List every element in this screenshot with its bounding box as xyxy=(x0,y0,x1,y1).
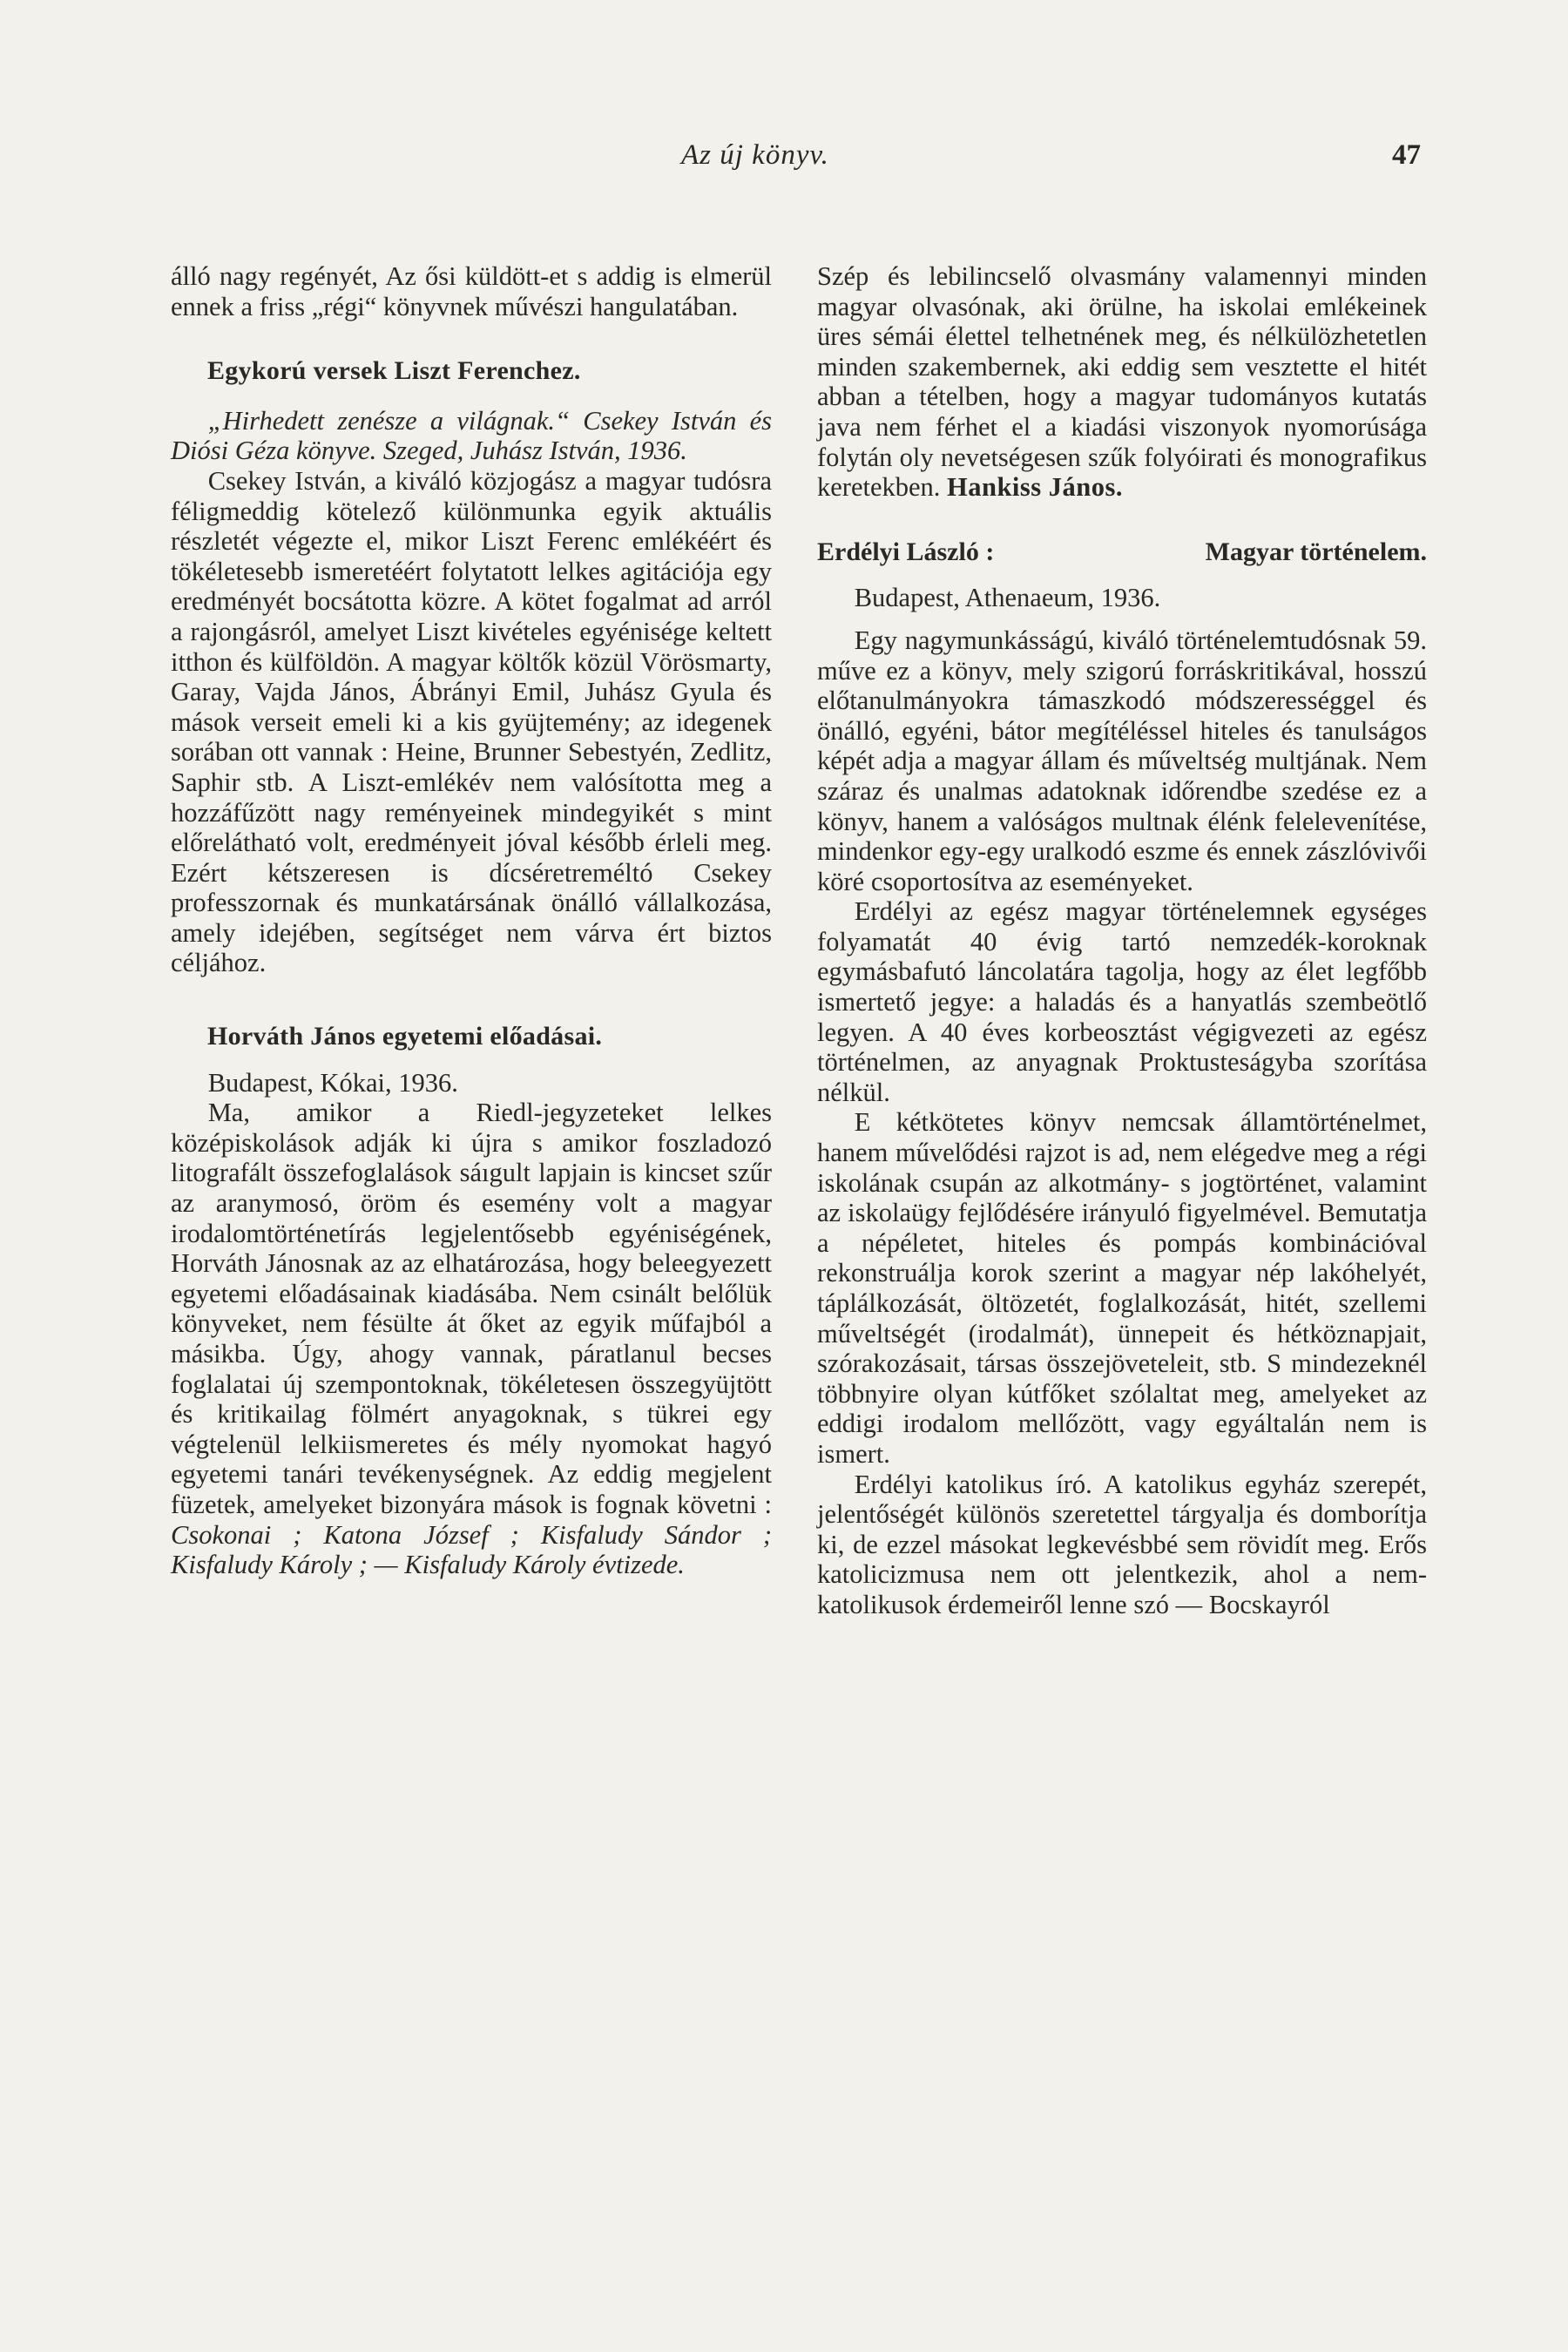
review-heading-erdelyi xyxy=(817,537,1427,568)
reviewer-signature: Hankiss János. xyxy=(947,472,1123,503)
review-body-horvath-text: Ma, amikor a Riedl-jegyzeteket lelkes középiskolások adják ki újra s amikor foszladozó litografált összefoglalások sáıgult lapjain is kincset szűr az aranymosó, öröm és esemény volt a magyar irodalomtörténetírás legjelentősebb egyéniségének, Horváth Jánosnak az az elhatározása, hogy beleegyezett egyetemi előadásainak kiadásába. Nem csinált belőlük könyveket, nem fésülte át őket az egyik műfajból a másikba. Úgy, ahogy vannak, páratlanul becses foglalatai új szempontoknak, tökéletesen összegyüjtött és kritikailag fölmért anyagoknak, s tükrei egy végtelenül lelkiismeretes és mély nyomokat hagyó egyetemi tanári tevékenységnek. Az eddig megjelent füzetek, amelyeket bizonyára mások is fognak követni : xyxy=(171,1098,772,1519)
review-body-liszt: Csekey István, a kiváló közjogász a magyar tudósra féligmeddig kötelező különmunka egyik aktuális részletét végezte el, mikor Liszt Ferenc emlékéért és tökéletesebb ismeretéért folytatott lelkes agitációja egy eredményét bocsátotta közre. A kötet fogalmat ad arról a rajongásról, amelyet Liszt kivételes egyénisége keltett itthon és külföldön. A magyar költők közül Vörösmarty, Garay, Vajda János, Ábrányi Emil, Juhász Gyula és mások verseit emeli ki a kis gyüjtemény; az idegenek sorában ott vannak : Heine, Brunner Sebestyén, Zedlitz, Saphir stb. A Liszt-emlékév nem valósította meg a hozzáfűzött nagy reményeinek mindegyikét s mint előrelátható volt, eredményeit jóval később érleli meg. Ezért kétszeresen is dícséretreméltó Csekey professzornak és munkatársának önálló vállalkozása, amely idejében, segítséget nem várva ért biztos céljához. xyxy=(171,465,772,978)
right-column xyxy=(817,261,1427,1620)
continued-paragraph: álló nagy regényét, Az ősi küldött-et s addig is elmerül ennek a friss „régi“ könyvnek művészi hangulatában. xyxy=(171,261,772,321)
review-titles-horvath: Csokonai ; Katona József ; Kisfaludy Sándor ; Kisfaludy Károly ; — Kisfaludy Károly évtizede. xyxy=(171,1519,772,1580)
review-author-erdelyi: Erdélyi László : xyxy=(817,537,995,566)
continued-paragraph-right xyxy=(817,261,1427,503)
review-paragraph-3: E kétkötetes könyv nemcsak államtörténelmet, hanem művelődési rajzot is ad, nem elégedve meg a régi iskolának csupán az alkotmány- s jogtörténet, valamint az iskolaügy fejlődésére irányuló figyelmével. Bemutatja a népéletet, hiteles és pompás kombinációval rekonstruálja korok szerint a magyar nép lakóhelyét, táplálkozását, öltözetét, foglalkozását, hitét, szellemi műveltségét (irodalmát), ünnepeit és hétköznapjait, szórakozásait, társas összejöveteleit, stb. S mindezeknél többnyire olyan kútfőket szólaltat meg, amelyeket az eddigi irodalom mellőzött, vagy egyáltalán nem is ismert. xyxy=(817,1107,1427,1469)
left-column xyxy=(171,261,772,1580)
review-paragraph-4: Erdélyi katolikus író. A katolikus egyház szerepét, jelentőségét különös szeretettel tárgyalja és domborítja ki, de ezzel másokat legkevésbbé sem rövidít meg. Erős katolicizmusa nem ott jelentkezik, ahol a nem-katolikusok érdemeiről lenne szó — Bocskayról xyxy=(817,1469,1427,1619)
review-paragraph-2: Erdélyi az egész magyar történelemnek egységes folyamatát 40 évig tartó nemzedék-koroknak egymásbafutó láncolatára tagolja, hogy az élet legfőbb ismertető jegye: a haladás és a hanyatlás szembeötlő legyen. A 40 éves korbeosztást végigvezeti az egész történelmen, az anyagnak Proktusteságyba szorítása nélkül. xyxy=(817,896,1427,1107)
review-paragraph-1: Egy nagymunkásságú, kiváló történelemtudósnak 59. műve ez a könyv, mely szigorú forráskritikával, hosszú előtanulmányokra támaszkodó módszerességgel és önálló, egyéni, bátor megítéléssel hiteles és tanulságos képét adja a magyar állam és műveltség multjának. Nem száraz és unalmas adatoknak időrendbe szedése ez a könyv, hanem a valóságos multnak élénk felelevenítése, mindenkor egy-egy uralkodó eszme és ennek zászlóvivői köré csoportosítva az eseményeket. xyxy=(817,625,1427,896)
review-meta-liszt: „Hirhedett zenésze a világnak.“ Csekey István és Diósi Géza könyve. Szeged, Juhász István, 1936. xyxy=(171,405,772,466)
review-meta-erdelyi: Budapest, Athenaeum, 1936. xyxy=(854,583,1161,613)
review-title-erdelyi: Magyar történelem. xyxy=(1205,537,1427,566)
review-heading-horvath: Horváth János egyetemi előadásai. xyxy=(207,1022,603,1051)
review-meta-horvath: Budapest, Kókai, 1936. xyxy=(207,1067,458,1098)
running-head: Az új könyv. xyxy=(681,139,829,171)
review-heading-liszt: Egykorú versek Liszt Ferenchez. xyxy=(207,356,581,386)
continued-text-right: Szép és lebilincselő olvasmány valamennyi minden magyar olvasónak, aki örülne, ha iskolai emlékeinek üres sémái élettel telhetnének meg, és nélkülözhetetlen minden szakembernek, aki eddig sem vesztette el hitét abban a tételben, hogy a magyar tudományos kutatás java nem férhet el a kiadási viszonyok nyomorúsága folytán oly nevetségesen szűk folyóirati és monografikus keretekben. xyxy=(817,261,1427,503)
review-body-horvath xyxy=(171,1098,772,1580)
page-number: 47 xyxy=(1392,139,1421,171)
